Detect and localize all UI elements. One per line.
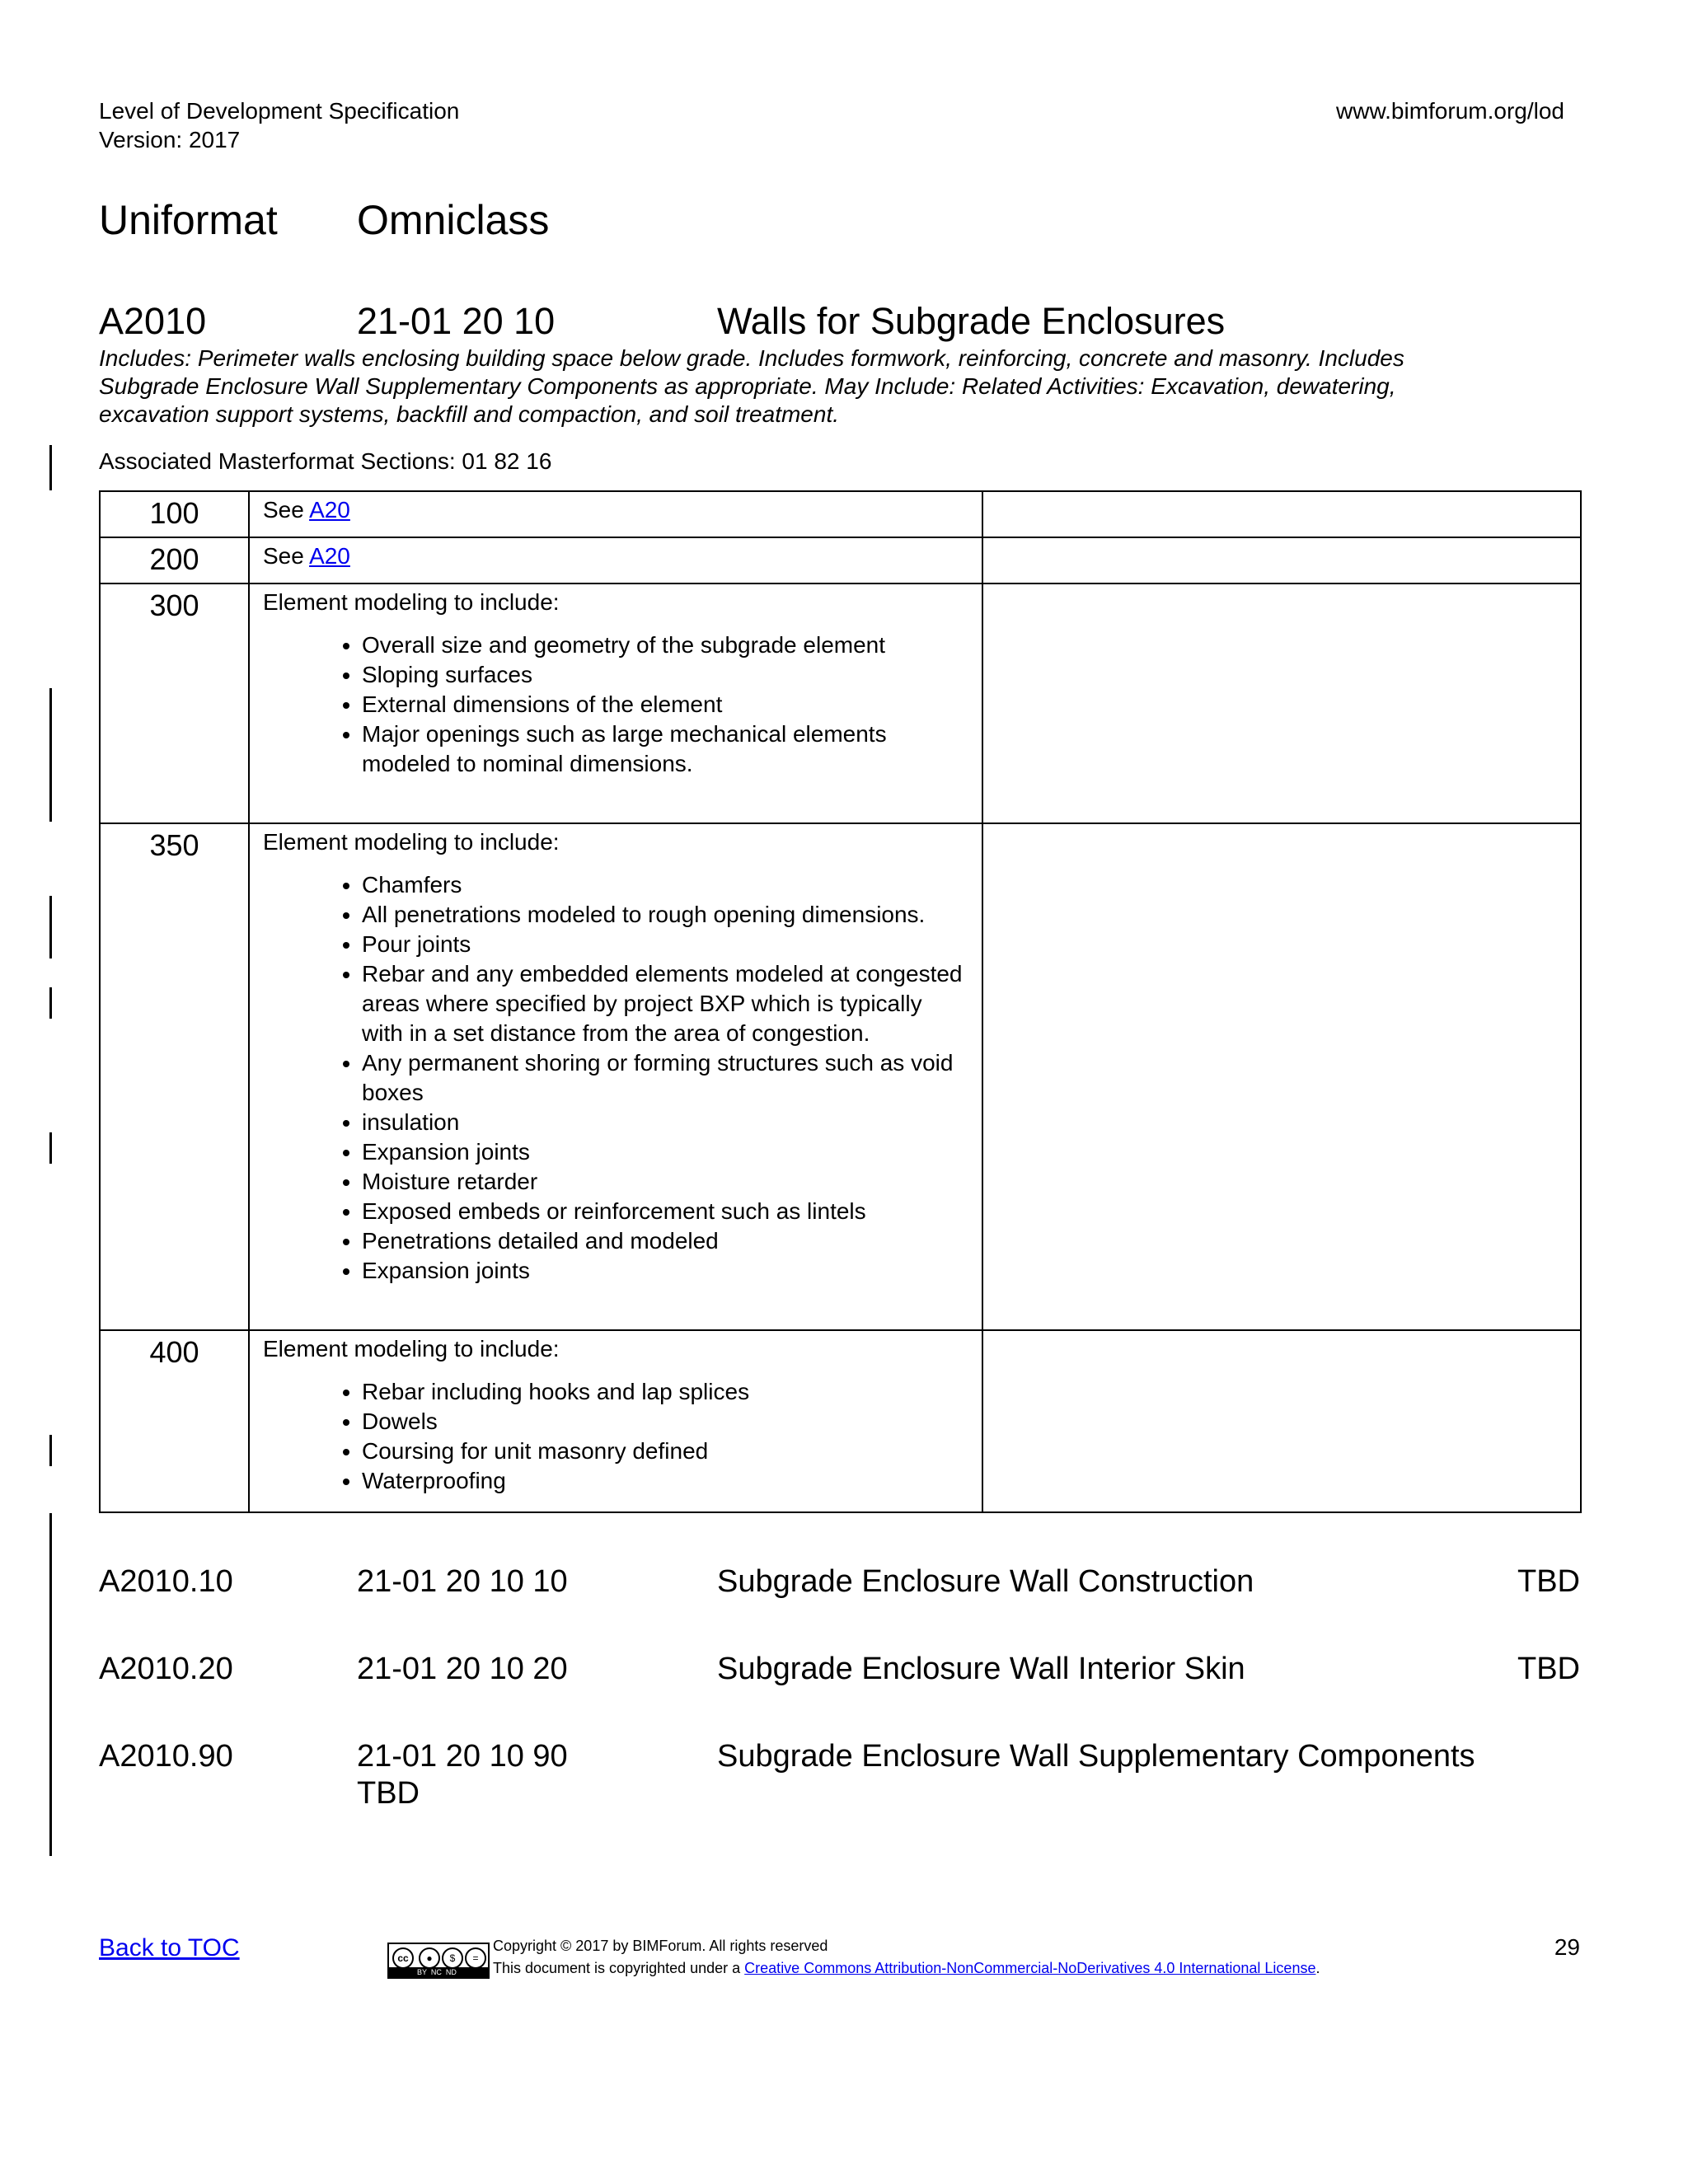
lod-description (249, 491, 982, 537)
lod-level: 200 (100, 537, 249, 583)
a20-link[interactable]: A20 (309, 543, 350, 569)
list-item: • Expansion joints (362, 1137, 968, 1167)
includes-text (99, 344, 1582, 429)
lod-list (263, 1377, 968, 1496)
table-row (100, 1330, 1581, 1512)
page-number: 29 (1554, 1934, 1580, 1960)
change-bar (49, 1513, 52, 1856)
noderivatives-icon: = (465, 1947, 486, 1969)
sub-element-omniclass: 21-01 20 10 90 (357, 1739, 568, 1774)
list-item: • All penetrations modeled to rough opening dimensions. (362, 900, 968, 930)
lod-description (249, 537, 982, 583)
lod-notes-cell (982, 537, 1581, 583)
license-link[interactable]: Creative Commons Attribution-NonCommercial-NoDerivatives 4.0 International License (744, 1960, 1316, 1976)
lod-level: 300 (100, 583, 249, 823)
list-item: • Dowels (362, 1407, 968, 1436)
list-item: • Pour joints (362, 930, 968, 959)
sub-element-status: TBD (357, 1776, 420, 1811)
license-strip (389, 1967, 488, 1977)
sub-element-omniclass: 21-01 20 10 10 (357, 1564, 568, 1599)
table-row (100, 823, 1581, 1330)
lod-list (263, 630, 968, 779)
sub-element-code: A2010.90 (99, 1739, 233, 1774)
sub-element-title: Subgrade Enclosure Wall Construction (717, 1564, 1254, 1599)
license-text (493, 1958, 1320, 1978)
noncommercial-icon: $ (442, 1947, 463, 1969)
back-to-toc-link[interactable]: Back to TOC (99, 1934, 240, 1961)
change-bar (49, 1132, 52, 1164)
site-url: www.bimforum.org/lod (1336, 98, 1564, 124)
sub-element-title: Subgrade Enclosure Wall Interior Skin (717, 1652, 1245, 1686)
list-item: • Any permanent shoring or forming structures such as void boxes (362, 1048, 968, 1108)
lod-description (249, 823, 982, 1330)
uniformat-heading: Uniformat (99, 197, 278, 243)
lod-notes-cell (982, 583, 1581, 823)
lod-list (263, 870, 968, 1286)
cc-icon: cc (392, 1947, 414, 1969)
list-item: • External dimensions of the element (362, 690, 968, 719)
sub-element-status: TBD (1517, 1564, 1580, 1599)
element-omniclass: 21-01 20 10 (357, 300, 556, 342)
table-row (100, 491, 1581, 537)
list-item: • Expansion joints (362, 1256, 968, 1286)
see-text: See (263, 497, 310, 523)
spec-title: Level of Development Specification (99, 98, 460, 124)
list-item: • Rebar and any embedded elements modeled at congested areas where specified by project BXP which is typically with in a set distance from the area of congestion. (362, 959, 968, 1048)
list-item: • Overall size and geometry of the subgrade element (362, 630, 968, 660)
lod-notes-cell (982, 1330, 1581, 1512)
lod-description (249, 1330, 982, 1512)
includes-line: Subgrade Enclosure Wall Supplementary Components as appropriate. May Include: Related Activities: Excavation, dewatering, (99, 373, 1396, 399)
list-item: • Coursing for unit masonry defined (362, 1436, 968, 1466)
includes-line: excavation support systems, backfill and compaction, and soil treatment. (99, 401, 839, 427)
list-item: • Rebar including hooks and lap splices (362, 1377, 968, 1407)
element-title: Walls for Subgrade Enclosures (717, 300, 1226, 342)
list-item: • Major openings such as large mechanical elements modeled to nominal dimensions. (362, 719, 968, 779)
lod-intro: Element modeling to include: (263, 1336, 560, 1361)
change-bar (49, 896, 52, 958)
sub-element-code: A2010.10 (99, 1564, 233, 1599)
sub-element-title: Subgrade Enclosure Wall Supplementary Components (717, 1739, 1475, 1774)
attribution-icon: ● (419, 1947, 440, 1969)
list-item: • Penetrations detailed and modeled (362, 1226, 968, 1256)
includes-line: Includes: Perimeter walls enclosing building space below grade. Includes formwork, reinforcing, concrete and masonry. Includes (99, 345, 1404, 371)
list-item: • Chamfers (362, 870, 968, 900)
lod-table (99, 490, 1582, 1513)
lod-description (249, 583, 982, 823)
lod-notes-cell (982, 823, 1581, 1330)
table-row (100, 537, 1581, 583)
sub-element-code: A2010.20 (99, 1652, 233, 1686)
change-bar (49, 688, 52, 822)
list-item: • Sloping surfaces (362, 660, 968, 690)
license-suffix: . (1315, 1960, 1320, 1976)
version-label: Version: 2017 (99, 127, 241, 152)
sub-element-omniclass: 21-01 20 10 20 (357, 1652, 568, 1686)
element-code: A2010 (99, 300, 207, 342)
lod-level: 350 (100, 823, 249, 1330)
a20-link[interactable]: A20 (309, 497, 350, 523)
lod-intro: Element modeling to include: (263, 829, 560, 855)
list-item: • Waterproofing (362, 1466, 968, 1496)
table-row (100, 583, 1581, 823)
change-bar (49, 987, 52, 1019)
license-prefix: This document is copyrighted under a (493, 1960, 745, 1976)
omniclass-heading: Omniclass (357, 197, 550, 243)
lod-intro: Element modeling to include: (263, 589, 560, 615)
license-strip-label: BY NC ND (417, 1968, 457, 1976)
list-item: • Exposed embeds or reinforcement such as lintels (362, 1197, 968, 1226)
sub-element-status: TBD (1517, 1652, 1580, 1686)
lod-level: 400 (100, 1330, 249, 1512)
copyright-text: Copyright © 2017 by BIMForum. All rights reserved (493, 1938, 828, 1954)
list-item: • Moisture retarder (362, 1167, 968, 1197)
creative-commons-badge-icon (387, 1943, 490, 1979)
change-bar (49, 445, 52, 490)
masterformat-sections: Associated Masterformat Sections: 01 82 16 (99, 448, 552, 474)
change-bar (49, 1435, 52, 1466)
lod-notes-cell (982, 491, 1581, 537)
see-text: See (263, 543, 310, 569)
lod-level: 100 (100, 491, 249, 537)
list-item: • insulation (362, 1108, 968, 1137)
